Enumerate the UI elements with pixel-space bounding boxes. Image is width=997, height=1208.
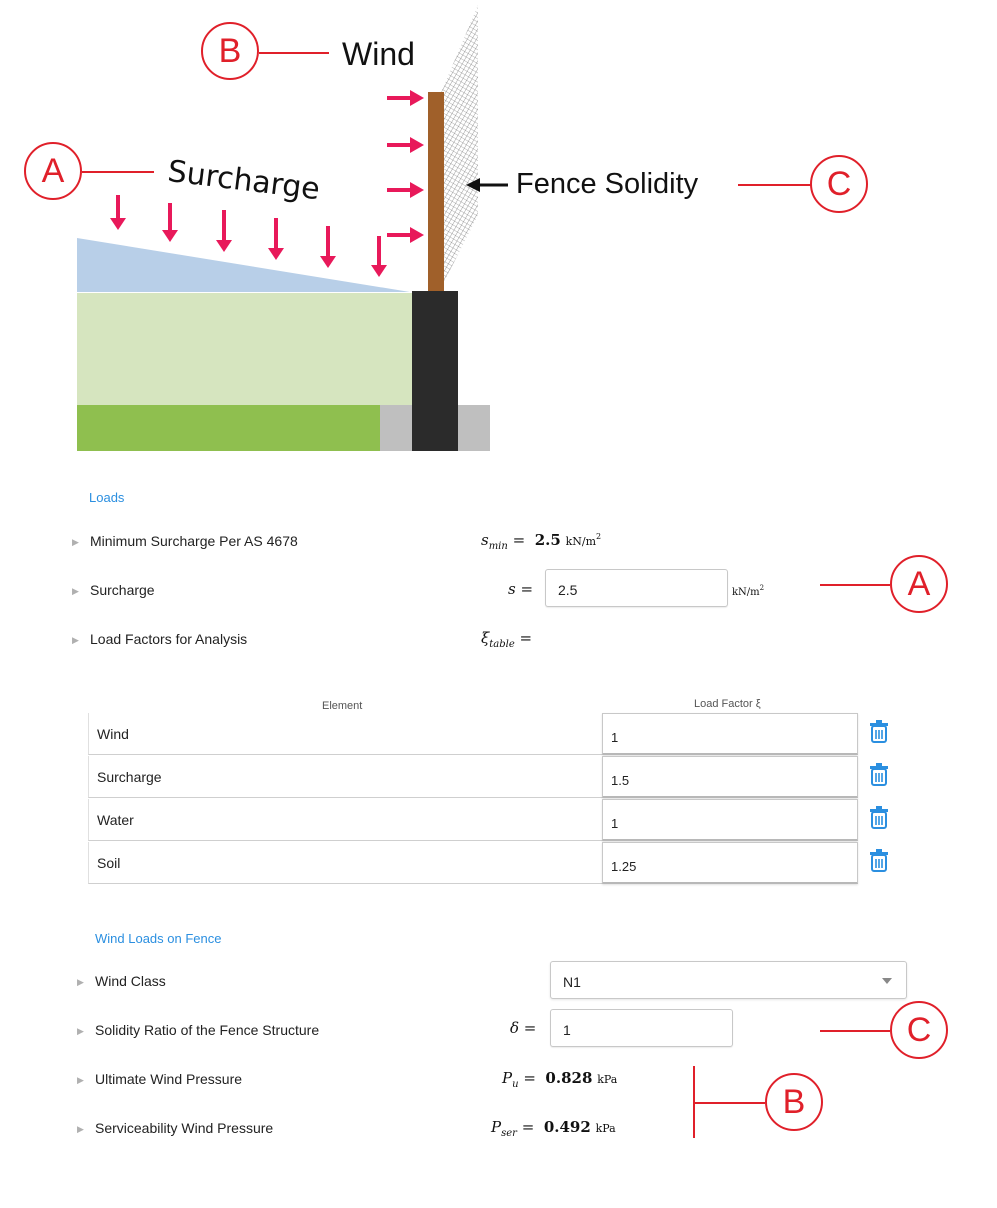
expand-triangle-icon[interactable]: ▶	[77, 977, 84, 987]
min-surcharge-row[interactable]	[72, 533, 298, 549]
callout-c-circle: C	[810, 155, 868, 213]
serviceability-pressure-label: Serviceability Wind Pressure	[95, 1120, 274, 1136]
load-factor-input[interactable]: 1.25	[602, 842, 858, 884]
solidity-label: Solidity Ratio of the Fence Structure	[95, 1022, 320, 1038]
callout-b-line	[259, 52, 329, 54]
ground-strip	[77, 405, 380, 451]
trash-icon[interactable]	[868, 806, 890, 830]
fence-post	[428, 92, 444, 292]
expand-triangle-icon[interactable]: ▶	[72, 537, 79, 547]
callout-c-line	[738, 184, 812, 186]
load-factors-symbol: $\xi_{table}$ =	[481, 629, 533, 650]
load-factor-input[interactable]: 1	[602, 799, 858, 841]
wind-label: Wind	[342, 36, 415, 72]
element-cell: Water	[88, 799, 602, 841]
load-factors-row[interactable]	[72, 631, 247, 647]
element-cell: Soil	[88, 842, 602, 884]
retaining-wall-diagram	[0, 0, 997, 470]
annotation-b-line	[693, 1102, 765, 1104]
wind-class-row[interactable]	[77, 973, 166, 989]
fence-solidity-label: Fence Solidity	[516, 168, 699, 200]
surcharge-symbol: s =	[508, 580, 534, 598]
ultimate-pressure-row[interactable]	[77, 1071, 242, 1087]
callout-b-circle: B	[201, 22, 259, 80]
chevron-down-icon	[882, 978, 892, 984]
callout-a-circle: A	[24, 142, 82, 200]
ultimate-pressure-label: Ultimate Wind Pressure	[95, 1071, 243, 1087]
table-header-element: Element	[322, 700, 363, 712]
retained-soil	[77, 293, 412, 405]
solidity-row[interactable]	[77, 1022, 319, 1038]
annotation-b-circle: B	[765, 1073, 823, 1131]
wind-section-title: Wind Loads on Fence	[95, 931, 222, 946]
expand-triangle-icon[interactable]: ▶	[77, 1124, 84, 1134]
load-factors-label: Load Factors for Analysis	[90, 631, 248, 647]
serviceability-pressure-row[interactable]	[77, 1120, 273, 1136]
min-surcharge-formula: $s_{min} = 2.5$ $kN/m^2$	[481, 531, 602, 552]
ultimate-pressure-formula: $P_u = 0.828$ kPa	[502, 1069, 618, 1090]
trash-icon[interactable]	[868, 720, 890, 744]
solidity-symbol: δ =	[510, 1019, 537, 1037]
load-factor-input[interactable]: 1	[602, 713, 858, 755]
expand-triangle-icon[interactable]: ▶	[72, 586, 79, 596]
element-cell: Wind	[88, 713, 602, 755]
wind-class-value: N1	[563, 974, 581, 990]
callout-a-line	[82, 171, 154, 173]
surcharge-wedge	[77, 238, 410, 292]
surcharge-label: Surcharge	[90, 582, 155, 598]
solidity-input[interactable]: 1	[550, 1009, 733, 1047]
expand-triangle-icon[interactable]: ▶	[77, 1026, 84, 1036]
diagram-graphic	[0, 0, 997, 470]
surcharge-label: Surcharge	[165, 154, 322, 208]
surcharge-input[interactable]: 2.5	[545, 569, 728, 607]
surcharge-row[interactable]	[72, 582, 155, 598]
loads-section-title: Loads	[89, 490, 125, 505]
expand-triangle-icon[interactable]: ▶	[77, 1075, 84, 1085]
min-surcharge-label: Minimum Surcharge Per AS 4678	[90, 533, 298, 549]
wind-arrows	[387, 90, 424, 243]
surcharge-unit: $kN/m^2$	[732, 584, 765, 598]
retaining-wall	[412, 291, 458, 451]
table-header-load-factor: Load Factor ξ	[694, 698, 761, 710]
annotation-c-circle: C	[890, 1001, 948, 1059]
trash-icon[interactable]	[868, 849, 890, 873]
annotation-a-line	[820, 584, 890, 586]
load-factor-input[interactable]: 1.5	[602, 756, 858, 798]
fence-mesh	[440, 5, 478, 290]
expand-triangle-icon[interactable]: ▶	[72, 635, 79, 645]
wind-class-label: Wind Class	[95, 973, 166, 989]
annotation-c-line	[820, 1030, 890, 1032]
serviceability-pressure-formula: $P_{ser} = 0.492$ kPa	[491, 1118, 616, 1139]
wind-class-select[interactable]	[550, 961, 907, 999]
element-cell: Surcharge	[88, 756, 602, 798]
annotation-a-circle: A	[890, 555, 948, 613]
trash-icon[interactable]	[868, 763, 890, 787]
